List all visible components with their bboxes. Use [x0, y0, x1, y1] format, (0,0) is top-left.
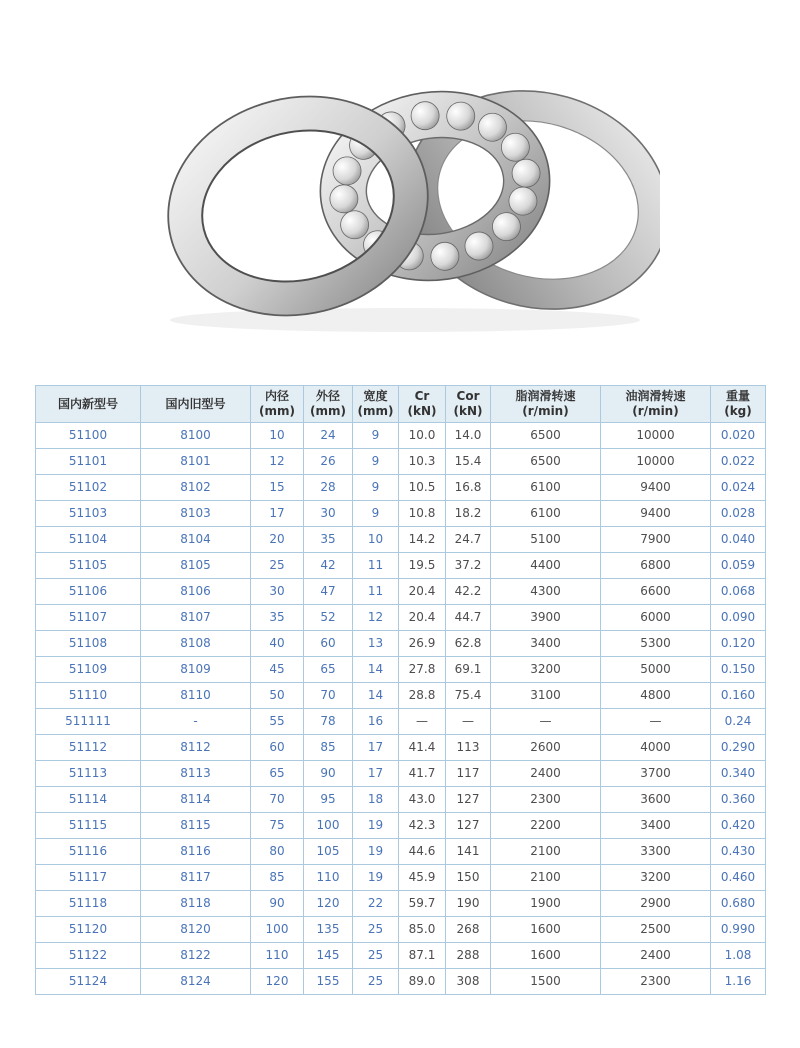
table-row: [36, 813, 766, 839]
cell: 28: [304, 475, 353, 501]
cell: 69.1: [446, 657, 491, 683]
cell: 2100: [491, 839, 601, 865]
table-row: [36, 631, 766, 657]
cell: 90: [251, 891, 304, 917]
cell: 51106: [36, 579, 141, 605]
table-row: [36, 605, 766, 631]
cell: 51117: [36, 865, 141, 891]
cell: 10.0: [399, 423, 446, 449]
column-label: 油润滑转速: [625, 389, 686, 403]
cell: 22: [353, 891, 399, 917]
table-row: [36, 969, 766, 995]
cell: 8101: [141, 449, 251, 475]
cell: —: [491, 709, 601, 735]
table-row: [36, 553, 766, 579]
cell: 65: [251, 761, 304, 787]
cell: 0.028: [711, 501, 766, 527]
cell: 127: [446, 813, 491, 839]
cell: 288: [446, 943, 491, 969]
cell: 6600: [601, 579, 711, 605]
cell: 70: [304, 683, 353, 709]
thrust-bearing-illustration: [140, 38, 660, 338]
cell: 0.022: [711, 449, 766, 475]
column-header-6: [446, 386, 491, 423]
cell: 19.5: [399, 553, 446, 579]
cell: 85: [304, 735, 353, 761]
cell: 4400: [491, 553, 601, 579]
cell: 8124: [141, 969, 251, 995]
cell: 24: [304, 423, 353, 449]
cell: 3900: [491, 605, 601, 631]
cell: 8116: [141, 839, 251, 865]
cell: 16: [353, 709, 399, 735]
cell: 10000: [601, 449, 711, 475]
column-header-1: [141, 386, 251, 423]
cell: 1500: [491, 969, 601, 995]
cell: 95: [304, 787, 353, 813]
cell: 2200: [491, 813, 601, 839]
cell: 9: [353, 501, 399, 527]
cell: 141: [446, 839, 491, 865]
cell: 60: [251, 735, 304, 761]
column-label: 重量: [725, 389, 750, 403]
cell: 0.120: [711, 631, 766, 657]
cell: 17: [353, 735, 399, 761]
cell: 2600: [491, 735, 601, 761]
cell: 4800: [601, 683, 711, 709]
cell: 8113: [141, 761, 251, 787]
column-unit: (r/min): [632, 404, 679, 418]
table-row: [36, 475, 766, 501]
column-label: Cor: [456, 389, 480, 403]
cell: 20.4: [399, 605, 446, 631]
cell: 43.0: [399, 787, 446, 813]
cell: 1.16: [711, 969, 766, 995]
cell: 127: [446, 787, 491, 813]
cell: 155: [304, 969, 353, 995]
table-row: [36, 709, 766, 735]
cell: 0.360: [711, 787, 766, 813]
column-unit: (mm): [310, 404, 346, 418]
cell: 85.0: [399, 917, 446, 943]
cell: 120: [304, 891, 353, 917]
cell: 0.068: [711, 579, 766, 605]
cell: 16.8: [446, 475, 491, 501]
cell: 28.8: [399, 683, 446, 709]
cell: 20: [251, 527, 304, 553]
cell: 511111: [36, 709, 141, 735]
table-row: [36, 735, 766, 761]
cell: 0.040: [711, 527, 766, 553]
cell: 90: [304, 761, 353, 787]
cell: 145: [304, 943, 353, 969]
cell: 44.7: [446, 605, 491, 631]
cell: —: [601, 709, 711, 735]
table-row: [36, 527, 766, 553]
cell: 0.990: [711, 917, 766, 943]
cell: 51104: [36, 527, 141, 553]
cell: 110: [304, 865, 353, 891]
cell: 113: [446, 735, 491, 761]
cell: 51120: [36, 917, 141, 943]
cell: 25: [251, 553, 304, 579]
cell: 3700: [601, 761, 711, 787]
cell: 8120: [141, 917, 251, 943]
cell: 87.1: [399, 943, 446, 969]
column-header-0: [36, 386, 141, 423]
cell: 3400: [491, 631, 601, 657]
cell: 0.340: [711, 761, 766, 787]
cell: 8110: [141, 683, 251, 709]
column-unit: (kN): [407, 404, 437, 418]
cell: 51113: [36, 761, 141, 787]
table-row: [36, 891, 766, 917]
cell: 41.4: [399, 735, 446, 761]
cell: 55: [251, 709, 304, 735]
cell: 18.2: [446, 501, 491, 527]
cell: 17: [251, 501, 304, 527]
cell: -: [141, 709, 251, 735]
cell: 70: [251, 787, 304, 813]
cell: 35: [304, 527, 353, 553]
cell: 51118: [36, 891, 141, 917]
cell: 51116: [36, 839, 141, 865]
cell: 3600: [601, 787, 711, 813]
cell: 52: [304, 605, 353, 631]
cell: 85: [251, 865, 304, 891]
cell: 30: [251, 579, 304, 605]
cell: 8117: [141, 865, 251, 891]
cell: 19: [353, 813, 399, 839]
cell: 10: [251, 423, 304, 449]
cell: 2100: [491, 865, 601, 891]
cell: 3100: [491, 683, 601, 709]
cell: 1900: [491, 891, 601, 917]
cell: 25: [353, 943, 399, 969]
cell: 20.4: [399, 579, 446, 605]
cell: 42.3: [399, 813, 446, 839]
column-unit: (mm): [259, 404, 295, 418]
cell: 110: [251, 943, 304, 969]
column-label: 国内新型号: [57, 396, 118, 411]
table-row: [36, 839, 766, 865]
column-unit: (mm): [357, 404, 394, 418]
cell: 50: [251, 683, 304, 709]
cell: 0.680: [711, 891, 766, 917]
cell: 4000: [601, 735, 711, 761]
table-row: [36, 943, 766, 969]
cell: 0.020: [711, 423, 766, 449]
cell: 3400: [601, 813, 711, 839]
column-label: 脂润滑转速: [515, 389, 576, 403]
cell: 2300: [601, 969, 711, 995]
cell: 41.7: [399, 761, 446, 787]
cell: 51109: [36, 657, 141, 683]
cell: 5100: [491, 527, 601, 553]
column-header-9: [711, 386, 766, 423]
cell: 0.460: [711, 865, 766, 891]
column-header-4: [353, 386, 399, 423]
cell: 51112: [36, 735, 141, 761]
cell: 190: [446, 891, 491, 917]
cell: 2300: [491, 787, 601, 813]
cell: 78: [304, 709, 353, 735]
cell: 47: [304, 579, 353, 605]
cell: 0.160: [711, 683, 766, 709]
cell: 25: [353, 917, 399, 943]
cell: 8107: [141, 605, 251, 631]
cell: 15.4: [446, 449, 491, 475]
cell: 11: [353, 553, 399, 579]
cell: 19: [353, 839, 399, 865]
cell: 26.9: [399, 631, 446, 657]
cell: 8115: [141, 813, 251, 839]
cell: 75: [251, 813, 304, 839]
table-row: [36, 501, 766, 527]
cell: 10.5: [399, 475, 446, 501]
cell: —: [399, 709, 446, 735]
cell: 80: [251, 839, 304, 865]
cell: 6800: [601, 553, 711, 579]
cell: 5000: [601, 657, 711, 683]
column-header-8: [601, 386, 711, 423]
cell: 135: [304, 917, 353, 943]
cell: 0.024: [711, 475, 766, 501]
cell: 14.0: [446, 423, 491, 449]
cell: 45: [251, 657, 304, 683]
cell: 9400: [601, 501, 711, 527]
cell: 44.6: [399, 839, 446, 865]
cell: 7900: [601, 527, 711, 553]
cell: 0.430: [711, 839, 766, 865]
photo-shadow: [170, 308, 640, 332]
column-header-5: [399, 386, 446, 423]
cell: 51114: [36, 787, 141, 813]
cell: 51107: [36, 605, 141, 631]
cell: 4300: [491, 579, 601, 605]
cell: 1600: [491, 943, 601, 969]
cell: 14.2: [399, 527, 446, 553]
cell: 268: [446, 917, 491, 943]
cell: 9: [353, 449, 399, 475]
cell: 51105: [36, 553, 141, 579]
cell: 308: [446, 969, 491, 995]
cell: 14: [353, 683, 399, 709]
table-row: [36, 683, 766, 709]
cell: 62.8: [446, 631, 491, 657]
cell: 19: [353, 865, 399, 891]
cell: 0.420: [711, 813, 766, 839]
table-row: [36, 449, 766, 475]
cell: 1.08: [711, 943, 766, 969]
cell: 117: [446, 761, 491, 787]
table-row: [36, 787, 766, 813]
cell: 8106: [141, 579, 251, 605]
cell: 8103: [141, 501, 251, 527]
cell: 100: [251, 917, 304, 943]
cell: 51110: [36, 683, 141, 709]
bearing-photo: [0, 0, 800, 340]
cell: 30: [304, 501, 353, 527]
table-row: [36, 579, 766, 605]
cell: 51101: [36, 449, 141, 475]
cell: 120: [251, 969, 304, 995]
cell: 8118: [141, 891, 251, 917]
cell: 0.24: [711, 709, 766, 735]
cell: 2400: [491, 761, 601, 787]
cell: 8109: [141, 657, 251, 683]
cell: 60: [304, 631, 353, 657]
column-header-2: [251, 386, 304, 423]
column-label: 宽度: [363, 389, 388, 403]
cell: 12: [251, 449, 304, 475]
table-row: [36, 917, 766, 943]
cell: 45.9: [399, 865, 446, 891]
cell: 5300: [601, 631, 711, 657]
cell: 0.090: [711, 605, 766, 631]
cell: 2500: [601, 917, 711, 943]
cell: 6100: [491, 501, 601, 527]
cell: 42: [304, 553, 353, 579]
cell: 8105: [141, 553, 251, 579]
cell: 13: [353, 631, 399, 657]
cell: —: [446, 709, 491, 735]
cell: 6500: [491, 449, 601, 475]
cell: 10.3: [399, 449, 446, 475]
column-label: 内径: [264, 389, 289, 403]
cell: 51108: [36, 631, 141, 657]
column-unit: (r/min): [522, 404, 569, 418]
cell: 65: [304, 657, 353, 683]
cell: 89.0: [399, 969, 446, 995]
cell: 8112: [141, 735, 251, 761]
table-row: [36, 761, 766, 787]
spec-table-container: [35, 385, 765, 995]
cell: 0.290: [711, 735, 766, 761]
cell: 10: [353, 527, 399, 553]
cell: 10000: [601, 423, 711, 449]
cell: 75.4: [446, 683, 491, 709]
cell: 27.8: [399, 657, 446, 683]
column-label: 国内旧型号: [165, 396, 226, 411]
cell: 37.2: [446, 553, 491, 579]
column-unit: (kN): [453, 404, 483, 418]
cell: 35: [251, 605, 304, 631]
cell: 8122: [141, 943, 251, 969]
cell: 2900: [601, 891, 711, 917]
cell: 0.150: [711, 657, 766, 683]
cell: 51103: [36, 501, 141, 527]
column-header-3: [304, 386, 353, 423]
cell: 42.2: [446, 579, 491, 605]
cell: 24.7: [446, 527, 491, 553]
cell: 6000: [601, 605, 711, 631]
cell: 3200: [491, 657, 601, 683]
cell: 3300: [601, 839, 711, 865]
cell: 9: [353, 475, 399, 501]
cell: 6500: [491, 423, 601, 449]
column-header-7: [491, 386, 601, 423]
table-row: [36, 657, 766, 683]
bearing-spec-table: [35, 385, 766, 995]
cell: 9: [353, 423, 399, 449]
column-unit: (kg): [724, 404, 752, 418]
cell: 0.059: [711, 553, 766, 579]
cell: 11: [353, 579, 399, 605]
cell: 17: [353, 761, 399, 787]
cell: 51122: [36, 943, 141, 969]
cell: 8114: [141, 787, 251, 813]
table-header-row: [36, 386, 766, 423]
cell: 51115: [36, 813, 141, 839]
cell: 8102: [141, 475, 251, 501]
cell: 25: [353, 969, 399, 995]
cell: 26: [304, 449, 353, 475]
table-row: [36, 865, 766, 891]
cell: 12: [353, 605, 399, 631]
column-label: 外径: [315, 389, 340, 403]
cell: 3200: [601, 865, 711, 891]
cell: 15: [251, 475, 304, 501]
cell: 59.7: [399, 891, 446, 917]
cell: 14: [353, 657, 399, 683]
cell: 8104: [141, 527, 251, 553]
cell: 100: [304, 813, 353, 839]
cell: 51100: [36, 423, 141, 449]
cell: 2400: [601, 943, 711, 969]
cell: 8100: [141, 423, 251, 449]
cell: 150: [446, 865, 491, 891]
cell: 105: [304, 839, 353, 865]
cell: 51124: [36, 969, 141, 995]
cell: 10.8: [399, 501, 446, 527]
cell: 1600: [491, 917, 601, 943]
column-label: Cr: [414, 389, 430, 403]
cell: 6100: [491, 475, 601, 501]
cell: 8108: [141, 631, 251, 657]
cell: 9400: [601, 475, 711, 501]
table-row: [36, 423, 766, 449]
cell: 51102: [36, 475, 141, 501]
cell: 18: [353, 787, 399, 813]
cell: 40: [251, 631, 304, 657]
